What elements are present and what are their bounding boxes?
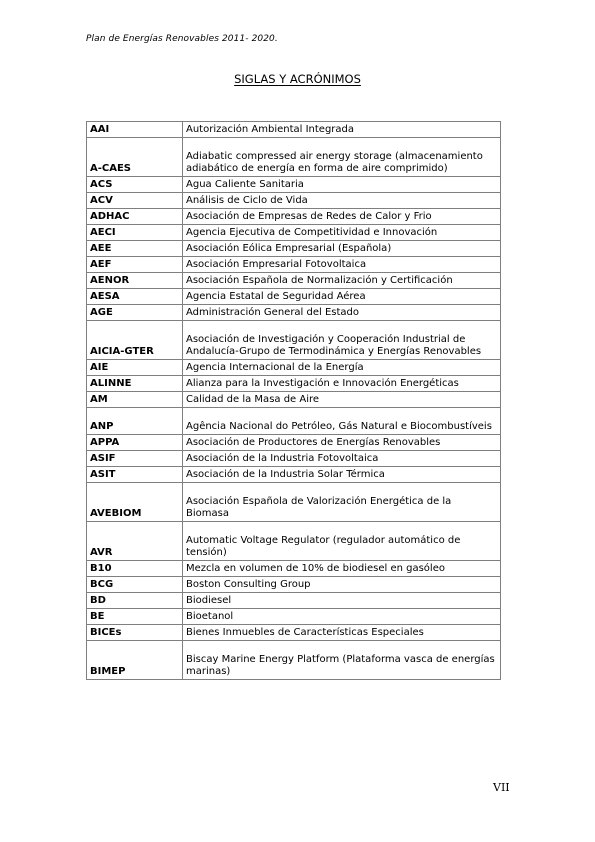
definition-cell: Biscay Marine Energy Platform (Plataforma vasca de energías marinas) (183, 641, 501, 680)
acronym-cell: ANP (87, 408, 183, 435)
definition-cell: Autorización Ambiental Integrada (183, 122, 501, 138)
table-row (87, 593, 501, 609)
acronym-cell: AIE (87, 360, 183, 376)
table-row (87, 209, 501, 225)
table-row (87, 376, 501, 392)
definition-cell: Agencia Internacional de la Energía (183, 360, 501, 376)
definition-cell: Asociación de Investigación y Cooperación Industrial de Andalucía-Grupo de Termodinámica y Energías Renovables (183, 321, 501, 360)
table-row (87, 392, 501, 408)
running-header: Plan de Energías Renovables 2011- 2020. (86, 34, 278, 44)
table-row (87, 289, 501, 305)
acronym-cell: APPA (87, 435, 183, 451)
acronym-cell: AVEBIOM (87, 483, 183, 522)
table-row (87, 273, 501, 289)
definition-cell: Agua Caliente Sanitaria (183, 177, 501, 193)
acronym-cell: AEE (87, 241, 183, 257)
table-row (87, 625, 501, 641)
acronyms-table (86, 121, 501, 680)
definition-cell: Asociación de la Industria Fotovoltaica (183, 451, 501, 467)
acronym-cell: AEF (87, 257, 183, 273)
definition-cell: Administración General del Estado (183, 305, 501, 321)
acronyms-table-body (87, 122, 501, 680)
acronym-cell: BIMEP (87, 641, 183, 680)
definition-cell: Bioetanol (183, 609, 501, 625)
acronym-cell: ASIT (87, 467, 183, 483)
page-title (0, 72, 595, 86)
acronym-cell: AECI (87, 225, 183, 241)
acronym-cell: ADHAC (87, 209, 183, 225)
table-row (87, 467, 501, 483)
acronym-cell: AGE (87, 305, 183, 321)
table-row (87, 641, 501, 680)
acronym-cell: BCG (87, 577, 183, 593)
table-row (87, 577, 501, 593)
table-row (87, 522, 501, 561)
definition-cell: Calidad de la Masa de Aire (183, 392, 501, 408)
table-row (87, 122, 501, 138)
page-title-text: SIGLAS Y ACRÓNIMOS (234, 72, 361, 86)
acronym-cell: AVR (87, 522, 183, 561)
table-row (87, 193, 501, 209)
table-row (87, 177, 501, 193)
acronym-cell: BE (87, 609, 183, 625)
definition-cell: Alianza para la Investigación e Innovación Energéticas (183, 376, 501, 392)
acronym-cell: BICEs (87, 625, 183, 641)
table-row (87, 360, 501, 376)
definition-cell: Agencia Estatal de Seguridad Aérea (183, 289, 501, 305)
acronym-cell: AESA (87, 289, 183, 305)
table-row (87, 305, 501, 321)
acronym-cell: AM (87, 392, 183, 408)
definition-cell: Agência Nacional do Petróleo, Gás Natural e Biocombustíveis (183, 408, 501, 435)
definition-cell: Agencia Ejecutiva de Competitividad e Innovación (183, 225, 501, 241)
acronym-cell: AAI (87, 122, 183, 138)
acronym-cell: B10 (87, 561, 183, 577)
definition-cell: Mezcla en volumen de 10% de biodiesel en gasóleo (183, 561, 501, 577)
table-row (87, 451, 501, 467)
definition-cell: Asociación Española de Normalización y Certificación (183, 273, 501, 289)
definition-cell: Adiabatic compressed air energy storage (almacenamiento adiabático de energía en forma de aire comprimido) (183, 138, 501, 177)
definition-cell: Asociación de Productores de Energías Renovables (183, 435, 501, 451)
table-row (87, 483, 501, 522)
acronym-cell: ASIF (87, 451, 183, 467)
table-row (87, 321, 501, 360)
definition-cell: Asociación Eólica Empresarial (Española) (183, 241, 501, 257)
definition-cell: Asociación Española de Valorización Energética de la Biomasa (183, 483, 501, 522)
table-row (87, 257, 501, 273)
definition-cell: Asociación de Empresas de Redes de Calor y Frio (183, 209, 501, 225)
acronym-cell: AENOR (87, 273, 183, 289)
acronym-cell: A-CAES (87, 138, 183, 177)
acronym-cell: ACV (87, 193, 183, 209)
definition-cell: Boston Consulting Group (183, 577, 501, 593)
definition-cell: Biodiesel (183, 593, 501, 609)
table-row (87, 408, 501, 435)
definition-cell: Automatic Voltage Regulator (regulador automático de tensión) (183, 522, 501, 561)
definition-cell: Asociación Empresarial Fotovoltaica (183, 257, 501, 273)
table-row (87, 609, 501, 625)
acronym-cell: BD (87, 593, 183, 609)
acronym-cell: ACS (87, 177, 183, 193)
table-row (87, 435, 501, 451)
table-row (87, 138, 501, 177)
definition-cell: Bienes Inmuebles de Características Especiales (183, 625, 501, 641)
acronym-cell: AICIA-GTER (87, 321, 183, 360)
table-row (87, 225, 501, 241)
table-row (87, 561, 501, 577)
page-number: VII (493, 781, 510, 794)
definition-cell: Asociación de la Industria Solar Térmica (183, 467, 501, 483)
table-row (87, 241, 501, 257)
acronym-cell: ALINNE (87, 376, 183, 392)
definition-cell: Análisis de Ciclo de Vida (183, 193, 501, 209)
